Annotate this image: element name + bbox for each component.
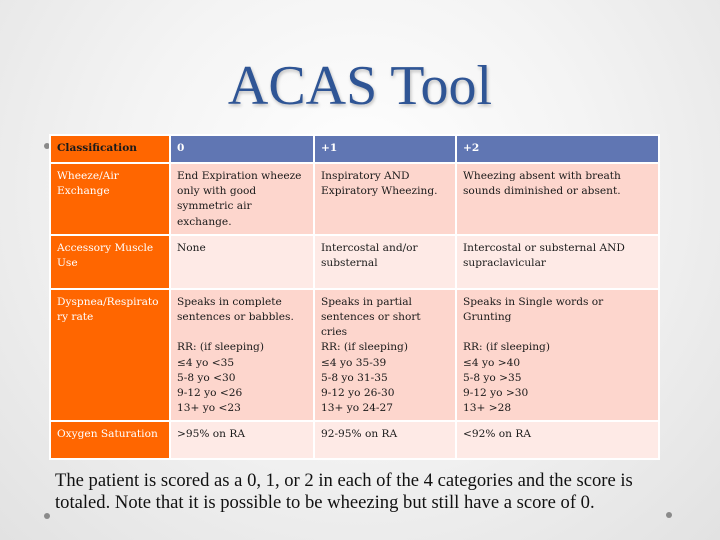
table-cell: None: [170, 235, 314, 289]
header-classification: Classification: [50, 135, 170, 163]
cell-text: Speaks in complete sentences or babbles. RR: (if sleeping) ≤4 yo <35 5-8 yo <30 9-12 yo <26 13+ yo <23: [177, 295, 294, 415]
header-score-1: +1: [314, 135, 456, 163]
table-cell: [170, 289, 314, 422]
table-row-accessory-muscle: [50, 235, 659, 289]
table-row-dyspnea: [50, 289, 659, 422]
table-cell: >95% on RA: [170, 421, 314, 459]
table-cell: Intercostal or substernal AND supraclavicular: [456, 235, 659, 289]
row-label: Wheeze/Air Exchange: [50, 163, 170, 235]
row-label: Accessory Muscle Use: [50, 235, 170, 289]
table-cell: End Expiration wheeze only with good symmetric air exchange.: [170, 163, 314, 235]
scoring-note: The patient is scored as a 0, 1, or 2 in each of the 4 categories and the score is totaled. Note that it is possible to be wheezing but still have a score of 0.: [55, 470, 633, 513]
table-cell: [456, 289, 659, 422]
row-label: Oxygen Saturation: [50, 421, 170, 459]
cell-text: Speaks in partial sentences or short cries RR: (if sleeping) ≤4 yo 35-39 5-8 yo 31-35 9-12 yo 26-30 13+ yo 24-27: [321, 295, 421, 415]
acas-score-table: [49, 134, 660, 460]
bullet-dot-icon: [44, 513, 50, 519]
cell-text: Speaks in Single words or Grunting RR: (if sleeping) ≤4 yo >40 5-8 yo >35 9-12 yo >30 13+ >28: [463, 295, 604, 415]
table-cell: [314, 289, 456, 422]
table-cell: <92% on RA: [456, 421, 659, 459]
table-row-oxygen: [50, 421, 659, 459]
table-cell: Intercostal and/or substernal: [314, 235, 456, 289]
table-header-row: [50, 135, 659, 163]
table-cell: Wheezing absent with breath sounds diminished or absent.: [456, 163, 659, 235]
table-row-wheeze: [50, 163, 659, 235]
slide-title: ACAS Tool: [227, 55, 493, 117]
row-label: Dyspnea/Respiratory rate: [50, 289, 170, 422]
table-cell: 92-95% on RA: [314, 421, 456, 459]
header-score-2: +2: [456, 135, 659, 163]
header-score-0: 0: [170, 135, 314, 163]
table-cell: Inspiratory AND Expiratory Wheezing.: [314, 163, 456, 235]
